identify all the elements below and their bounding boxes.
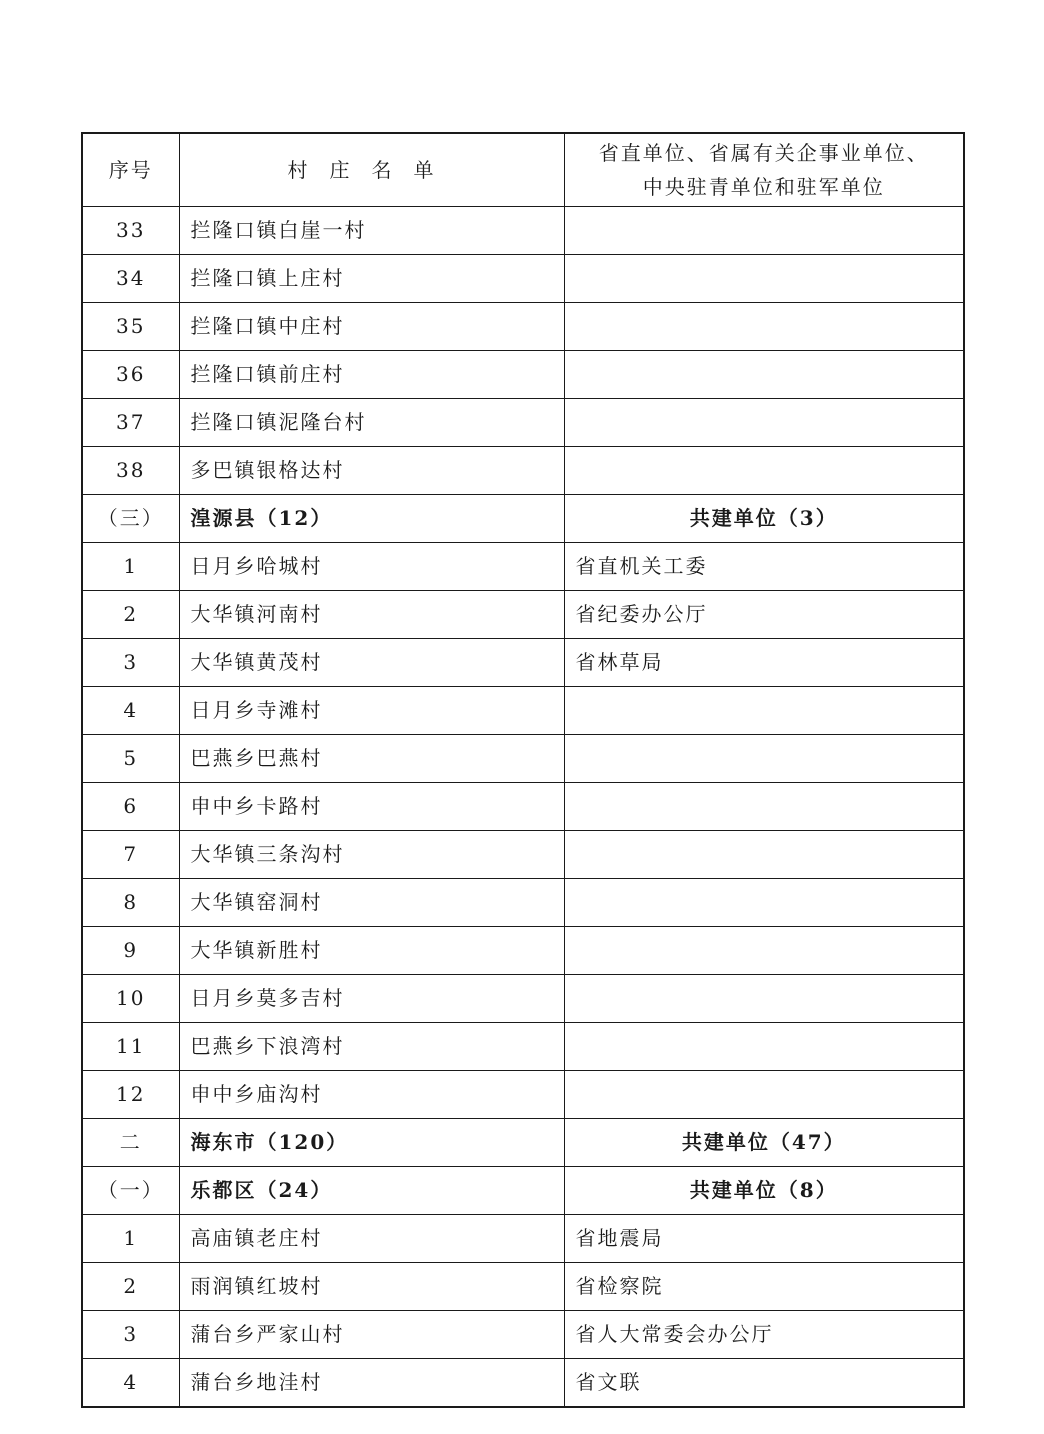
unit-cell: 共建单位（47）: [564, 1119, 964, 1167]
table-row: [82, 831, 964, 879]
unit-cell: [564, 255, 964, 303]
seq-cell: 34: [82, 255, 179, 303]
unit-cell: [564, 1023, 964, 1071]
village-name-cell: 高庙镇老庄村: [179, 1215, 564, 1263]
village-name-cell: 大华镇河南村: [179, 591, 564, 639]
table-row: [82, 735, 964, 783]
village-name-cell: 拦隆口镇前庄村: [179, 351, 564, 399]
seq-cell: 7: [82, 831, 179, 879]
table-row: [82, 879, 964, 927]
village-name-cell: 大华镇黄茂村: [179, 639, 564, 687]
table-row: [82, 207, 964, 255]
header-seq: 序号: [82, 133, 179, 207]
unit-cell: [564, 1071, 964, 1119]
unit-cell: 省人大常委会办公厅: [564, 1311, 964, 1359]
seq-cell: 37: [82, 399, 179, 447]
seq-cell: 4: [82, 1359, 179, 1408]
unit-cell: 省地震局: [564, 1215, 964, 1263]
unit-cell: [564, 447, 964, 495]
seq-cell: 5: [82, 735, 179, 783]
village-name-cell: 拦隆口镇中庄村: [179, 303, 564, 351]
header-unit-line2: 中央驻青单位和驻军单位: [642, 175, 885, 199]
group-row: [82, 495, 964, 543]
village-name-cell: 申中乡卡路村: [179, 783, 564, 831]
table-body: [82, 207, 964, 1408]
group-row: [82, 1167, 964, 1215]
unit-cell: [564, 735, 964, 783]
unit-cell: [564, 831, 964, 879]
unit-cell: 省林草局: [564, 639, 964, 687]
village-name-cell: 大华镇新胜村: [179, 927, 564, 975]
group-row: [82, 1119, 964, 1167]
table-row: [82, 1023, 964, 1071]
table-row: [82, 975, 964, 1023]
seq-cell: 2: [82, 1263, 179, 1311]
seq-cell: 二: [82, 1119, 179, 1167]
village-name-cell: 蒲台乡严家山村: [179, 1311, 564, 1359]
seq-cell: 12: [82, 1071, 179, 1119]
table-row: [82, 1263, 964, 1311]
village-name-cell: 日月乡寺滩村: [179, 687, 564, 735]
village-name-cell: 乐都区（24）: [179, 1167, 564, 1215]
unit-cell: 省文联: [564, 1359, 964, 1408]
unit-cell: [564, 927, 964, 975]
village-name-cell: 湟源县（12）: [179, 495, 564, 543]
unit-cell: 共建单位（3）: [564, 495, 964, 543]
seq-cell: 10: [82, 975, 179, 1023]
village-name-cell: 巴燕乡下浪湾村: [179, 1023, 564, 1071]
seq-cell: 11: [82, 1023, 179, 1071]
seq-cell: （三）: [82, 495, 179, 543]
village-name-cell: 雨润镇红坡村: [179, 1263, 564, 1311]
village-name-cell: 申中乡庙沟村: [179, 1071, 564, 1119]
village-name-cell: 拦隆口镇上庄村: [179, 255, 564, 303]
seq-cell: 3: [82, 639, 179, 687]
header-row: [82, 133, 964, 207]
seq-cell: 8: [82, 879, 179, 927]
village-list-table: [81, 132, 965, 1408]
seq-cell: 36: [82, 351, 179, 399]
unit-cell: [564, 879, 964, 927]
table-row: [82, 255, 964, 303]
unit-cell: [564, 783, 964, 831]
unit-cell: [564, 303, 964, 351]
village-name-cell: 拦隆口镇泥隆台村: [179, 399, 564, 447]
seq-cell: 4: [82, 687, 179, 735]
table-row: [82, 399, 964, 447]
table-row: [82, 927, 964, 975]
village-name-cell: 大华镇窑洞村: [179, 879, 564, 927]
seq-cell: 33: [82, 207, 179, 255]
table-row: [82, 543, 964, 591]
unit-cell: 省纪委办公厅: [564, 591, 964, 639]
table-row: [82, 303, 964, 351]
seq-cell: 1: [82, 1215, 179, 1263]
unit-cell: 省检察院: [564, 1263, 964, 1311]
seq-cell: 3: [82, 1311, 179, 1359]
village-name-cell: 蒲台乡地洼村: [179, 1359, 564, 1408]
seq-cell: 6: [82, 783, 179, 831]
village-name-cell: 拦隆口镇白崖一村: [179, 207, 564, 255]
unit-cell: 共建单位（8）: [564, 1167, 964, 1215]
header-unit: [564, 133, 964, 207]
table-row: [82, 639, 964, 687]
seq-cell: 38: [82, 447, 179, 495]
unit-cell: [564, 975, 964, 1023]
unit-cell: 省直机关工委: [564, 543, 964, 591]
unit-cell: [564, 687, 964, 735]
seq-cell: 35: [82, 303, 179, 351]
table-row: [82, 591, 964, 639]
village-name-cell: 海东市（120）: [179, 1119, 564, 1167]
village-name-cell: 大华镇三条沟村: [179, 831, 564, 879]
table-row: [82, 687, 964, 735]
table-row: [82, 447, 964, 495]
table-row: [82, 1071, 964, 1119]
table-row: [82, 1215, 964, 1263]
unit-cell: [564, 207, 964, 255]
village-name-cell: 巴燕乡巴燕村: [179, 735, 564, 783]
table-row: [82, 1359, 964, 1408]
header-unit-line1: 省直单位、省属有关企事业单位、: [598, 141, 929, 165]
table-row: [82, 351, 964, 399]
table-header: [82, 133, 964, 207]
table-row: [82, 1311, 964, 1359]
header-village-name: 村庄名单: [179, 133, 564, 207]
table-row: [82, 783, 964, 831]
seq-cell: 2: [82, 591, 179, 639]
village-name-cell: 日月乡哈城村: [179, 543, 564, 591]
unit-cell: [564, 351, 964, 399]
seq-cell: 1: [82, 543, 179, 591]
seq-cell: 9: [82, 927, 179, 975]
seq-cell: （一）: [82, 1167, 179, 1215]
unit-cell: [564, 399, 964, 447]
village-name-cell: 日月乡莫多吉村: [179, 975, 564, 1023]
village-name-cell: 多巴镇银格达村: [179, 447, 564, 495]
